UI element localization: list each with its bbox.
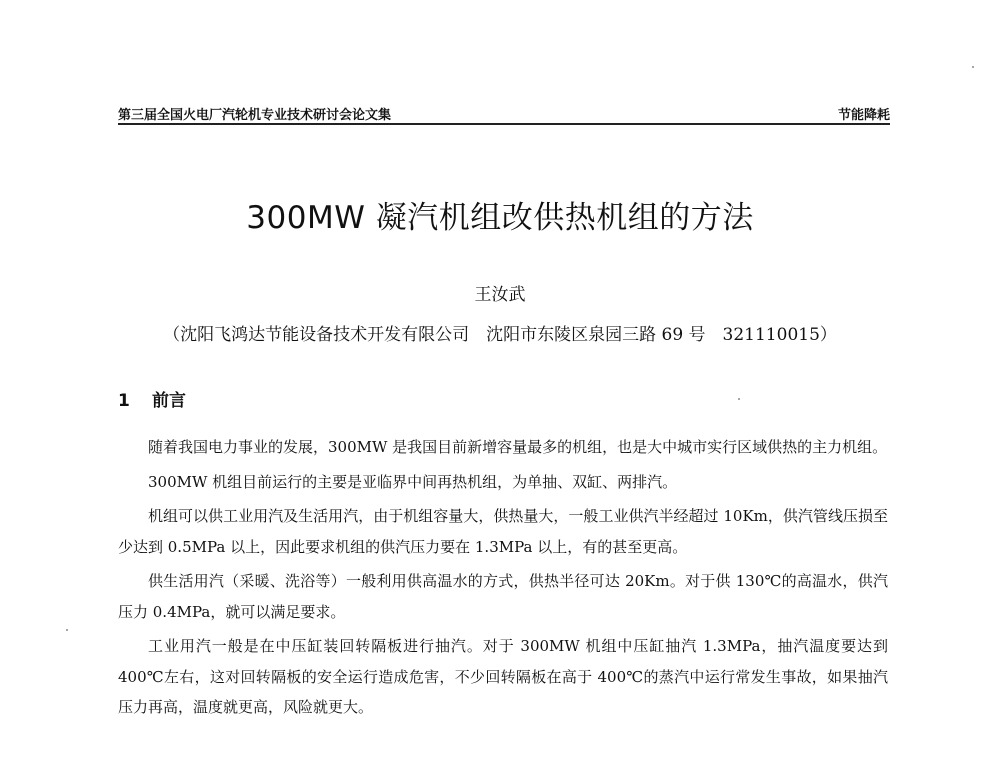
section-number: 1 [118,391,130,411]
paper-title: 300MW 凝汽机组改供热机组的方法 [246,200,754,236]
author-name: 王汝武 [474,285,526,305]
paragraph: 300MW 机组目前运行的主要是亚临界中间再热机组，为单抽、双缸、两排汽。 [148,472,678,491]
paragraph: 工业用汽一般是在中压缸装回转隔板进行抽汽。对于 300MW 机组中压缸抽汽 1.3MPa，抽汽温度要达到 400℃左右，这对回转隔板的安全运行造成危害，不少回转隔板在高于 400℃的蒸汽中运行常发生事故，如果抽汽压力再高，温度就更高，风险就更大。 [118,637,888,716]
running-header [118,104,890,124]
header-category: 节能降耗 [837,108,890,123]
section-heading [118,386,186,411]
header-proceedings-title: 第三届全国火电厂汽轮机专业技术研讨会论文集 [118,108,392,123]
author-affiliation: （沈阳飞鸿达节能设备技术开发有限公司 沈阳市东陵区泉园三路 69 号 321110015） [163,325,837,345]
paragraph: 随着我国电力事业的发展，300MW 是我国目前新增容量最多的机组，也是大中城市实行区域供热的主力机组。 [148,438,888,456]
paragraph: 供生活用汽（采暖、洗浴等）一般利用供高温水的方式，供热半径可达 20Km。对于供 130℃的高温水，供汽压力 0.4MPa，就可以满足要求。 [118,572,888,621]
scan-speck [66,629,68,631]
header-rule [118,123,890,125]
scan-speck [972,66,974,68]
body-text [118,432,888,727]
scan-speck [738,398,740,400]
paragraph: 机组可以供工业用汽及生活用汽，由于机组容量大，供热量大，一般工业供汽半经超过 10Km，供汽管线压损至少达到 0.5MPa 以上，因此要求机组的供汽压力要在 1.3MPa 以上，有的甚至更高。 [118,507,888,556]
section-title: 前言 [152,391,186,411]
